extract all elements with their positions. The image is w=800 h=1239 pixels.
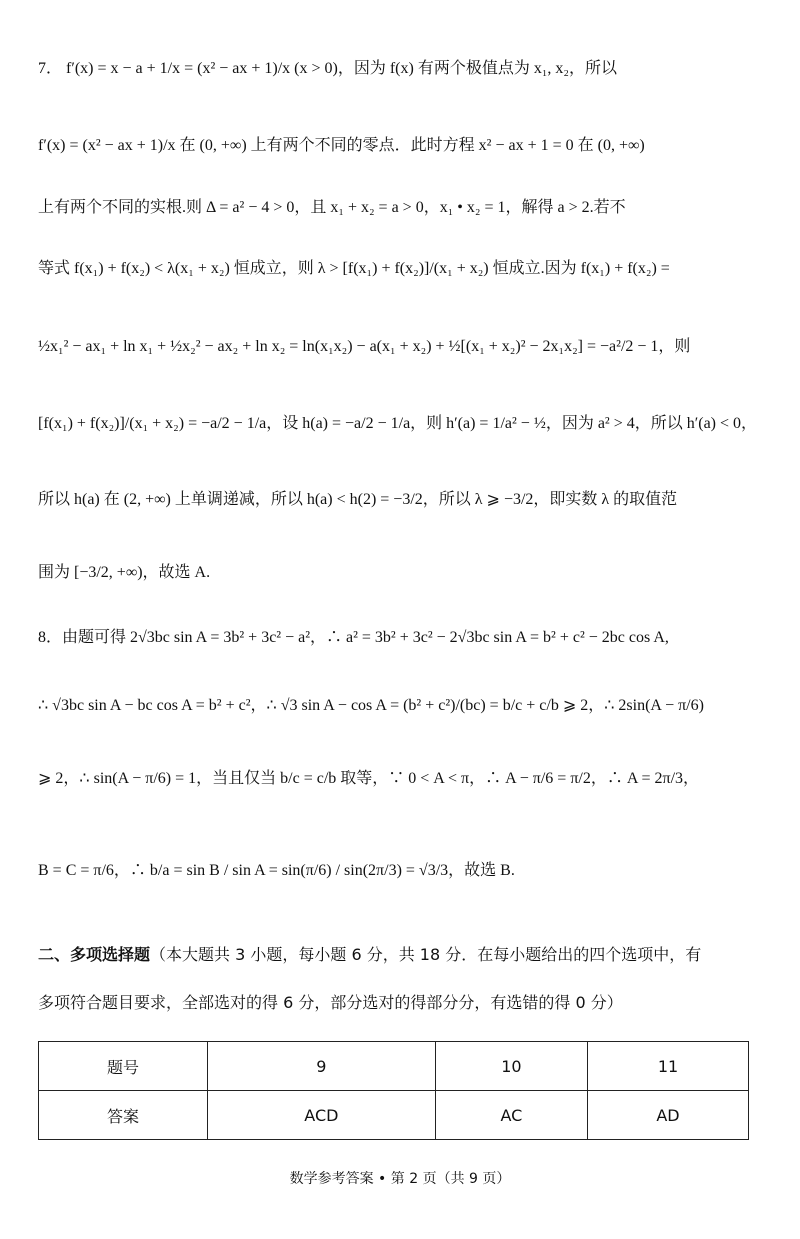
- table-cell: 9: [208, 1042, 436, 1091]
- answer-table: [38, 1041, 749, 1140]
- p7-line-3: 上有两个不同的实根.则 Δ = a² − 4 > 0，且 x₁ + x₂ = a > 0，x₁ • x₂ = 1，解得 a > 2.若不: [38, 199, 626, 216]
- p8-line-2: ∴ √3bc sin A − bc cos A = b² + c²，∴ √3 sin A − cos A = (b² + c²)/(bc) = b/c + c/b ⩾ 2，∴ 2sin(A − π/6): [38, 697, 704, 714]
- p7-line-1: 7． f′(x) = x − a + 1/x = (x² − ax + 1)/x (x > 0)，因为 f(x) 有两个极值点为 x₁, x₂，所以: [38, 60, 617, 77]
- p7-line-6: [f(x₁) + f(x₂)]/(x₁ + x₂) = −a/2 − 1/a，设 h(a) = −a/2 − 1/a，则 h′(a) = 1/a² − ½，因为 a² > 4，所以 h′(a) < 0，: [38, 415, 758, 432]
- table-cell: 题号: [39, 1042, 208, 1091]
- p7-line-2: f′(x) = (x² − ax + 1)/x 在 (0, +∞) 上有两个不同的零点．此时方程 x² − ax + 1 = 0 在 (0, +∞): [38, 137, 645, 154]
- section-2-line-1: [38, 944, 764, 966]
- p8-line-3: ⩾ 2，∴ sin(A − π/6) = 1，当且仅当 b/c = c/b 取等，∵ 0 < A < π，∴ A − π/6 = π/2，∴ A = 2π/3，: [38, 770, 700, 787]
- table-cell: 10: [435, 1042, 587, 1091]
- table-row: [39, 1042, 749, 1091]
- p7-line-5: ½x₁² − ax₁ + ln x₁ + ½x₂² − ax₂ + ln x₂ = ln(x₁x₂) − a(x₁ + x₂) + ½[(x₁ + x₂)² − 2x₁x₂] = −a²/2 − 1，则: [38, 338, 691, 355]
- section-2-desc-2: 多项符合题目要求，全部选对的得 6 分，部分选对的得部分分，有选错的得 0 分）: [38, 993, 623, 1012]
- table-cell: ACD: [208, 1091, 436, 1140]
- table-cell: AC: [435, 1091, 587, 1140]
- table-cell: 答案: [39, 1091, 208, 1140]
- table-cell: AD: [588, 1091, 749, 1140]
- p8-line-1: 8．由题可得 2√3bc sin A = 3b² + 3c² − a²，∴ a² = 3b² + 3c² − 2√3bc sin A = b² + c² − 2bc cos A,: [38, 629, 669, 646]
- p7-line-8: 围为 [−3/2, +∞)，故选 A.: [38, 564, 211, 581]
- table-cell: 11: [588, 1042, 749, 1091]
- section-2-desc-1: （本大题共 3 小题，每小题 6 分，共 18 分．在每小题给出的四个选项中，有: [150, 945, 702, 964]
- section-2-title: 二、多项选择题: [38, 945, 151, 964]
- page-footer: 数学参考答案 • 第 2 页（共 9 页）: [289, 1171, 511, 1187]
- table-row: [39, 1091, 749, 1140]
- p8-line-4: B = C = π/6，∴ b/a = sin B / sin A = sin(π/6) / sin(2π/3) = √3/3，故选 B.: [38, 862, 515, 879]
- p7-line-4: 等式 f(x₁) + f(x₂) < λ(x₁ + x₂) 恒成立，则 λ > [f(x₁) + f(x₂)]/(x₁ + x₂) 恒成立.因为 f(x₁) + f(x₂) =: [38, 260, 670, 277]
- p7-line-7: 所以 h(a) 在 (2, +∞) 上单调递减，所以 h(a) < h(2) = −3/2，所以 λ ⩾ −3/2，即实数 λ 的取值范: [38, 491, 678, 508]
